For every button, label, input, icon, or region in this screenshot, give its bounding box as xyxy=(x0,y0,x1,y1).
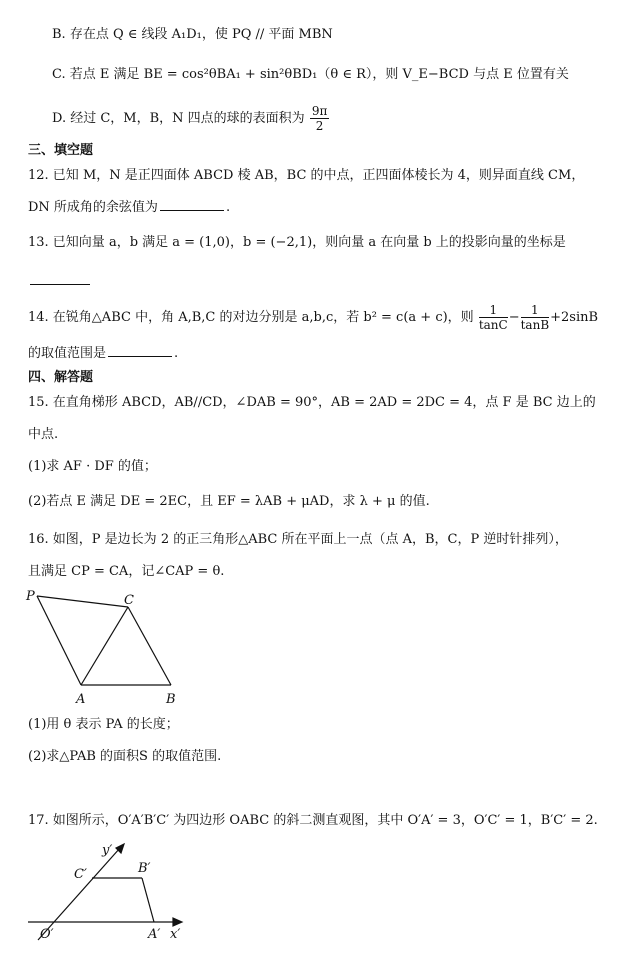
option-d-numerator: 9π xyxy=(311,104,328,118)
option-d-denominator: 2 xyxy=(315,119,324,133)
segment-pa xyxy=(37,596,81,685)
question-16-line2: 且满足 CP = CA，记∠CAP = θ. xyxy=(28,564,225,579)
question-15-part1: (1)求 AF · DF 的值； xyxy=(28,459,157,474)
answer-blank-12[interactable] xyxy=(160,198,224,211)
segment-ca xyxy=(81,607,128,685)
label-a: A xyxy=(76,692,86,707)
label-y-prime: y′ xyxy=(102,843,113,858)
question-14-fraction-2 xyxy=(521,303,550,332)
question-12-line1: 12. 已知 M，N 是正四面体 ABCD 棱 AB，BC 的中点，正四面体棱长为 4，则异面直线 CM， xyxy=(28,168,585,183)
question-14-tail: +2sinB xyxy=(550,310,599,325)
label-a-prime: A′ xyxy=(148,927,161,942)
question-14-minus: − xyxy=(508,310,520,325)
question-15-part2: (2)若点 E 满足 DE = 2EC，且 EF = λAB + μAD，求 λ + μ 的值. xyxy=(28,494,430,509)
option-d-fraction xyxy=(310,104,330,133)
question-14-line2 xyxy=(28,344,178,363)
question-13-answer xyxy=(28,272,92,291)
fraction-2-numerator: 1 xyxy=(521,303,550,318)
question-15-line2: 中点. xyxy=(28,427,59,442)
question-14-end: . xyxy=(174,346,179,361)
section-solve-title: 四、解答题 xyxy=(28,370,94,385)
section-fill-in-title: 三、填空题 xyxy=(28,143,94,158)
question-16-line1: 16. 如图，P 是边长为 2 的正三角形△ABC 所在平面上一点（点 A，B，C，P 逆时针排列）， xyxy=(28,532,568,547)
option-b: B. 存在点 Q ∈ 线段 A₁D₁，使 PQ // 平面 MBN xyxy=(52,27,333,42)
label-p: P xyxy=(26,589,35,604)
segment-pc xyxy=(37,596,128,607)
label-c: C xyxy=(124,593,134,608)
label-b-prime: B′ xyxy=(138,861,151,876)
question-12-line2 xyxy=(28,198,230,217)
question-14-fraction-1 xyxy=(479,303,508,332)
question-14-range-text: 的取值范围是 xyxy=(28,346,107,361)
question-15-line1: 15. 在直角梯形 ABCD，AB//CD，∠DAB = 90°，AB = 2AD = 2DC = 4，点 F 是 BC 边上的 xyxy=(28,395,596,410)
segment-ba xyxy=(142,878,154,922)
answer-blank-13[interactable] xyxy=(30,272,90,285)
option-c: C. 若点 E 满足 BE = cos²θBA₁ + sin²θBD₁（θ ∈ R），则 V_E−BCD 与点 E 位置有关 xyxy=(52,67,569,82)
question-16-part2: (2)求△PAB 的面积S 的取值范围. xyxy=(28,749,222,764)
figure-16-diagram xyxy=(20,586,200,712)
option-d-text: D. 经过 C，M，B，N 四点的球的表面积为 xyxy=(52,111,305,126)
question-14-text: 14. 在锐角△ABC 中，角 A,B,C 的对边分别是 a,b,c，若 b² = c(a + c)，则 xyxy=(28,310,474,325)
label-x-prime: x′ xyxy=(170,927,181,942)
fraction-1-numerator: 1 xyxy=(479,303,508,318)
fraction-2-denominator: tanB xyxy=(520,318,550,332)
answer-blank-14[interactable] xyxy=(108,344,172,357)
segment-cb xyxy=(128,607,171,685)
question-12-end: . xyxy=(225,200,231,215)
question-16-part1: (1)用 θ 表示 PA 的长度； xyxy=(28,717,179,732)
question-17-line1: 17. 如图所示，O′A′B′C′ 为四边形 OABC 的斜二测直观图，其中 O′A′ = 3，O′C′ = 1，B′C′ = 2. xyxy=(28,813,598,828)
x-axis-arrow xyxy=(173,918,182,926)
fraction-1-denominator: tanC xyxy=(478,318,508,332)
figure-17-diagram xyxy=(20,836,200,954)
question-14-line1 xyxy=(28,303,598,332)
label-o-prime: O′ xyxy=(40,927,54,942)
label-c-prime: C′ xyxy=(74,867,87,882)
option-d xyxy=(52,104,330,133)
question-13: 13. 已知向量 a，b 满足 a = (1,0)，b = (−2,1)，则向量 a 在向量 b 上的投影向量的坐标是 xyxy=(28,235,566,250)
question-12-text: DN 所成角的余弦值为 xyxy=(28,200,158,215)
label-b: B xyxy=(166,692,176,707)
